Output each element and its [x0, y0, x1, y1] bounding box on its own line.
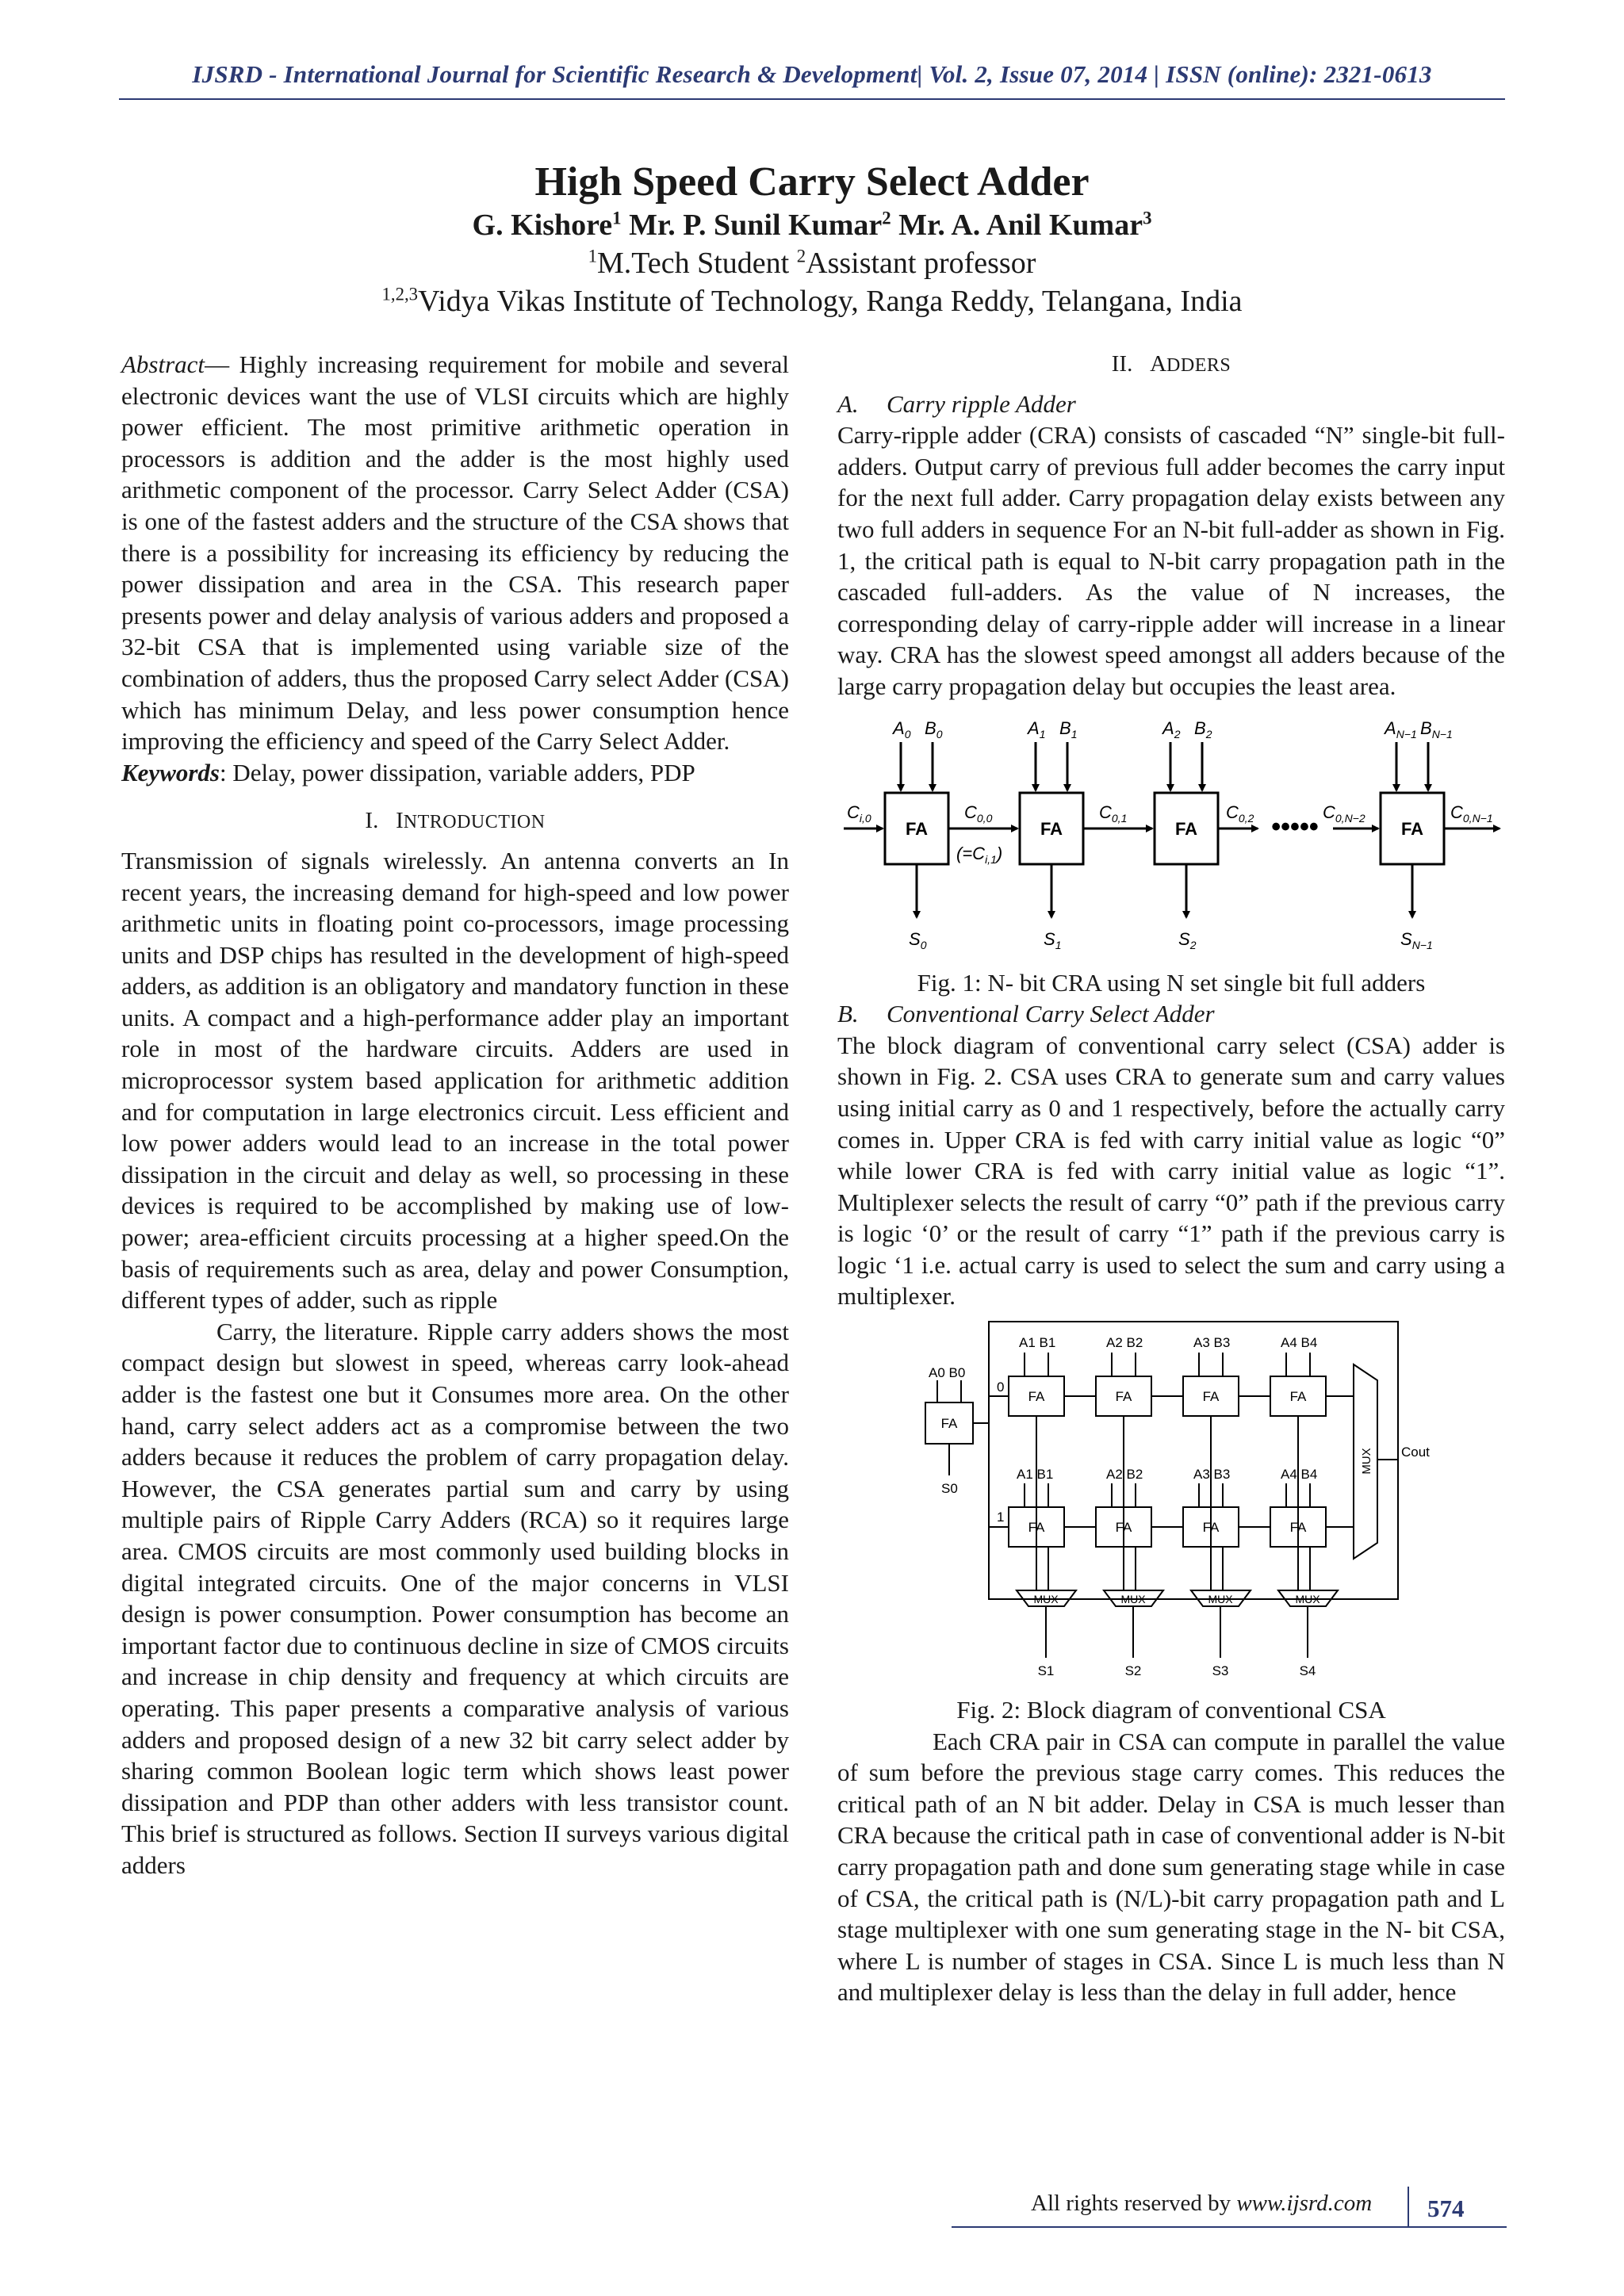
author-list	[119, 206, 1505, 244]
fa-label: FA	[1202, 1520, 1220, 1536]
a0-b0-label: A0 B0	[929, 1365, 966, 1381]
sum-output-label: S2	[1124, 1663, 1142, 1679]
section-title-rest: NTRODUCTION	[403, 812, 546, 833]
author-sup: 3	[1143, 208, 1152, 228]
mux-label: MUX	[1360, 1448, 1373, 1475]
section-number: II.	[1111, 351, 1133, 377]
subsection-title: Carry ripple Adder	[887, 389, 1076, 418]
fa-label: FA	[1115, 1520, 1132, 1536]
mux-label: MUX	[1033, 1593, 1059, 1606]
carry-label: $C_{0,N-1}$	[1450, 802, 1493, 825]
paper-title: High Speed Carry Select Adder	[534, 159, 1090, 205]
input-label: $B_0$	[925, 718, 943, 740]
s0-label: S0	[941, 1481, 958, 1497]
csa-paragraph-2: Each CRA pair in CSA can compute in parallel the value of sum before the previous stage carry comes. This reduces the critical path of an N bit adder. Delay in CSA is much lesser than CRA because the critical path in case of conventional adder is N-bit carry propagation path and done sum generating stage while in case of CSA, the critical path is (N/L)-bit carry propagation path and L stage multiplexer with one sum generating stage in the N- bit CSA, where L is number of stages in CSA. Since L is much less than N and multiplexer delay is less than the delay in full adder, hence	[837, 1727, 1505, 2007]
carry-one-label: 1	[997, 1510, 1005, 1525]
sum-label: $S_0$	[909, 928, 927, 951]
intro-paragraph-2: Carry, the literature. Ripple carry adders shows the most compact design but slowest in speed, whereas carry look-ahead adder is the fastest one but it Consumes more area. On the other hand, carry select adders act as a compromise between the two adders because it reduces the problem of carry propagation delay. However, the CSA generates partial sum and carry by using multiple pairs of Ripple Carry Adders (RCA) so it requires large area. CMOS circuits are most commonly used building blocks in digital integrated circuits. One of the major concerns in VLSI design is power consumption. Power consumption has become an important factor due to continuous decline in size of CMOS circuits and increase in chip density and frequency at which circuits are operating. This paper presents a comparative analysis of various adders and proposed design of a new 32 bit carry select adder by sharing common Boolean logic term which shows least power dissipation and PDP than other adders with less transistor count. This brief is structured as follows. Section II surveys various digital adders	[121, 1317, 789, 1879]
input-label: $A_0$	[893, 718, 911, 740]
top-input-label: A1 B1	[1019, 1335, 1056, 1351]
fa-label: FA	[1115, 1389, 1132, 1405]
subsection-heading-b	[837, 998, 1505, 1030]
left-column	[121, 349, 789, 1881]
footer-rule	[952, 2226, 1507, 2228]
subsection-number: A.	[837, 389, 859, 418]
author-sup: 2	[882, 208, 891, 228]
sum-label: $S_2$	[1178, 928, 1197, 951]
carry-note: $(=C_{i,1})$	[956, 843, 1003, 866]
journal-header: IJSRD - International Journal for Scientific Research & Development| Vol. 2, Issue 07, 2014 | ISSN (online): 2321-0613	[192, 60, 1432, 88]
abstract	[121, 349, 789, 757]
carry-label: $C_{0,0}$	[964, 802, 993, 825]
top-input-label: A3 B3	[1193, 1335, 1231, 1351]
mux-label: MUX	[1120, 1593, 1146, 1606]
header-rule	[119, 98, 1505, 100]
input-label: $A_1$	[1028, 718, 1046, 740]
carry-label: $C_{0,1}$	[1099, 802, 1128, 825]
input-label: $B_2$	[1194, 718, 1212, 740]
author-name: Mr. A. Anil Kumar	[898, 209, 1143, 242]
fa-label: FA	[1028, 1520, 1045, 1536]
footer-divider	[1408, 2187, 1409, 2226]
continuation-dots: •••••	[1271, 811, 1319, 842]
fa-label: FA	[905, 818, 929, 839]
fa-label: FA	[1289, 1389, 1307, 1405]
input-label: $A_2$	[1162, 718, 1181, 740]
institution-text: Vidya Vikas Institute of Technology, Ranga Reddy, Telangana, India	[418, 285, 1243, 318]
institution-sup: 1,2,3	[381, 284, 419, 304]
section-heading-adders	[837, 349, 1505, 382]
keywords-label: Keywords	[121, 758, 220, 786]
keywords-text: : Delay, power dissipation, variable adders, PDP	[220, 758, 695, 786]
intro-paragraph-1: Transmission of signals wirelessly. An antenna converts an In recent years, the increasing demand for high-speed and low power arithmetic units in floating point co-processors, image processing units and DSP chips has resulted in the development of high-speed adders, as addition is an obligatory and mandatory function in these units. A compact and a high-performance adder play an important role in most of the hardware circuits. Adders are used in microprocessor system based application for arithmetic addition and for computation in large electronics circuit. Less efficient and low power adders would lead to an increase in the total power dissipation in the circuit and delay as well, so processing in these devices is required to be accomplished by making use of low-power; area-efficient circuits processing at a higher speed.On the basis of requirements such as area, delay and power Consumption, different types of adder, such as ripple	[121, 846, 789, 1314]
section-title-rest: DDERS	[1166, 355, 1231, 376]
carry-label: $C_{0,2}$	[1226, 802, 1254, 825]
bottom-input-label: A2 B2	[1106, 1467, 1143, 1483]
fa-label: FA	[1174, 818, 1198, 839]
section-title-first-letter: A	[1150, 351, 1167, 377]
role-text: Assistant professor	[806, 247, 1036, 280]
bottom-input-label: A1 B1	[1017, 1467, 1054, 1483]
figure-2-caption: Fig. 2: Block diagram of conventional CSA	[956, 1696, 1386, 1724]
csa-paragraph: The block diagram of conventional carry select (CSA) adder is shown in Fig. 2. CSA uses CRA to generate sum and carry values using initial carry as 0 and 1 respectively, before the actually carry comes in. Upper CRA is fed with carry initial value as logic “0” while lower CRA is fed with carry initial value as logic “1”. Multiplexer selects the result of carry “0” path if the previous carry is logic ‘0’ or the result of carry “1” path if the previous carry is logic ‘1 i.e. actual carry is used to select the sum and carry using a multiplexer.	[837, 1031, 1505, 1311]
fa-block	[1155, 793, 1218, 864]
mux-label: MUX	[1208, 1593, 1233, 1606]
sum-label: $S_1$	[1044, 928, 1062, 951]
fa-label: FA	[1028, 1389, 1045, 1405]
input-label: $A_{N-1}$	[1385, 718, 1417, 740]
title-block	[119, 159, 1505, 320]
top-input-label: A2 B2	[1106, 1335, 1143, 1351]
top-input-label: A4 B4	[1281, 1335, 1318, 1351]
bottom-input-label: A4 B4	[1281, 1467, 1318, 1483]
abstract-label: Abstract	[121, 350, 205, 378]
abstract-text: — Highly increasing requirement for mobile and several electronic devices want the use of VLSI circuits which are highly power efficient. The most primitive arithmetic operation in processors is addition and the adder is the most highly used arithmetic component of the processor. Carry Select Adder (CSA) is one of the fastest adders and the structure of the CSA shows that there is a possibility for increasing its efficiency by reducing the power dissipation and area in the CSA. This research paper presents power and delay analysis of various adders and proposed a 32-bit CSA that is implemented using variable size of the combination of adders, thus the proposed Carry select Adder (CSA) which has minimum Delay, and less power consumption hence improving the efficiency and speed of the Carry Select Adder.	[121, 350, 789, 756]
section-heading-introduction	[121, 806, 789, 839]
fa-block	[885, 793, 948, 864]
figure-1-cra-diagram	[837, 707, 1505, 962]
fa-label: FA	[940, 1416, 958, 1432]
fa-label: FA	[1400, 818, 1424, 839]
subsection-heading-a	[837, 388, 1505, 420]
figure-1-caption: Fig. 1: N- bit CRA using N set single bit full adders	[917, 968, 1426, 997]
figure-2-csa-block-diagram	[894, 1317, 1449, 1689]
role-text: M.Tech Student	[597, 247, 790, 280]
fa-block	[1381, 793, 1444, 864]
author-name: G. Kishore	[472, 209, 613, 242]
subsection-title: Conventional Carry Select Adder	[887, 1000, 1215, 1028]
cout-label: Cout	[1401, 1445, 1430, 1460]
input-label: $B_1$	[1059, 718, 1078, 740]
fa-label: FA	[1289, 1520, 1307, 1536]
author-sup: 1	[612, 208, 622, 228]
mux-label: MUX	[1295, 1593, 1320, 1606]
author-roles	[119, 244, 1505, 282]
cra-paragraph: Carry-ripple adder (CRA) consists of cascaded “N” single-bit full-adders. Output carry of previous full adder becomes the carry input for the next full adder. Carry propagation delay exists between any two full adders in sequence For an N-bit full-adder as shown in Fig. 1, the critical path is equal to N-bit carry propagation path in the cascaded full-adders. As the value of N increases, the corresponding delay of carry-ripple adder will increase in a linear way. CRA has the slowest speed amongst all adders because of the large carry propagation delay but occupies the least area.	[837, 421, 1505, 700]
fa-label: FA	[1202, 1389, 1220, 1405]
fa-block	[1020, 793, 1083, 864]
carry-label: $C_{i,0}$	[847, 802, 871, 825]
author-name: Mr. P. Sunil Kumar	[629, 209, 883, 242]
carry-zero-label: 0	[997, 1380, 1005, 1395]
section-number: I.	[365, 808, 379, 834]
section-title-first-letter: I	[396, 808, 404, 834]
footer-url[interactable]: www.ijsrd.com	[1236, 2191, 1373, 2216]
sum-output-label: S1	[1037, 1663, 1055, 1679]
footer-rights	[1031, 2191, 1372, 2217]
role-sup: 1	[588, 246, 598, 266]
footer-rights-text: All rights reserved by	[1031, 2191, 1237, 2216]
role-sup: 2	[796, 246, 806, 266]
keywords	[121, 757, 789, 789]
fa-label: FA	[1040, 818, 1063, 839]
page-number: 574	[1427, 2195, 1465, 2222]
input-label: $B_{N-1}$	[1420, 718, 1453, 740]
sum-output-label: S3	[1212, 1663, 1229, 1679]
carry-label: $C_{0,N-2}$	[1323, 802, 1365, 825]
sum-output-label: S4	[1299, 1663, 1316, 1679]
bottom-input-label: A3 B3	[1193, 1467, 1231, 1483]
sum-label: $S_{N-1}$	[1400, 928, 1433, 951]
subsection-number: B.	[837, 1000, 859, 1028]
institution	[119, 282, 1505, 320]
right-column	[837, 349, 1505, 2008]
